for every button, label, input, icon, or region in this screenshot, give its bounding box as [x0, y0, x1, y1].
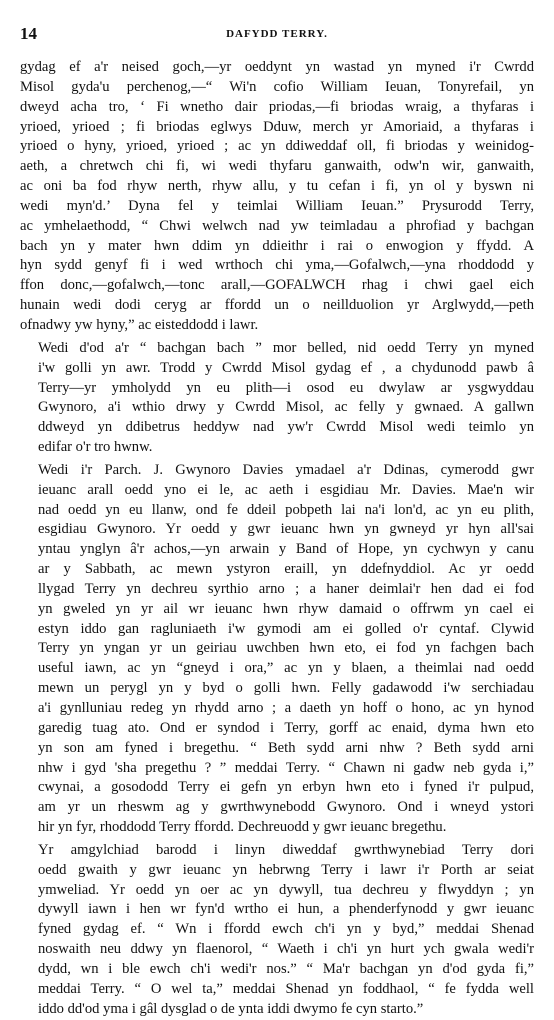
text-line: estyn iddo gan ragluniaeth i'w gymodi am ei golled o'r cyntaf. Clywid: [38, 620, 534, 637]
text-line: cwynai, a gosododd Terry ei gefn yn erbyn hwn eto i fyned i'r pulpud,: [38, 779, 534, 796]
text-line: iddo dd'od yma i gâl dysglad o de ynta iddi dwymo fe cyn starto.”: [38, 1000, 424, 1017]
text-line: yrioed, yrioed ; fi briodas eglwys Dduw, merch yr Amoriaid, a thyfaras i: [20, 118, 534, 135]
text-line: ac oni ba fod rhyw nerth, rhyw allu, y tu cefan i fi, yn ol y byswn ni: [20, 178, 534, 195]
running-title: DAFYDD TERRY.: [226, 28, 328, 40]
page-number: 14: [20, 24, 37, 43]
text-line: Terry yn yngan yr un geiriau uwchben hwn eto, ei fod yn fachgen bach: [38, 640, 534, 657]
text-line: Yr amgylchiad barodd i linyn diweddaf gwrthwynebiad Terry dori: [38, 841, 534, 858]
text-line: dywyll iawn i hen wr fyn'd wrtho ei hun, a phenderfynodd y gwr ieuanc: [38, 901, 534, 918]
text-line: hyn sydd genyf fi i wed wrthoch chi yma,—Gofalwch,—yna rhoddodd y: [20, 257, 534, 274]
text-line: gydag ef a'r neised goch,—yr oeddynt yn wastad yn myned i'r Cwrdd: [20, 59, 534, 75]
text-line: nad oedd yn eu llanw, ond fe ddeil pobpeth lai na'i lon'd, ac yn eu plith,: [38, 501, 534, 518]
body-text: [20, 58, 534, 1020]
text-line: useful iawn, ac yn “gneyd i ora,” ac yn y blaen, a theimlai nad oedd: [38, 660, 534, 677]
text-line: noswaith neu ddwy yn flaenorol, “ Waeth i ch'i yn hurt ych gwala wedi'r: [38, 941, 534, 958]
text-line: llygad Terry yn dechreu syrthio arno ; a haner deimlai'r hen dad ei fod: [38, 580, 534, 597]
text-line: oedd gwaith y gwr ieuanc yn hebrwng Terry i lawr i'r Porth ar seiat: [38, 861, 534, 878]
text-line: esgidiau Gwynoro. Yr oedd y gwr ieuanc hwn yn gwneyd yr hyn all'sai: [38, 521, 534, 538]
paragraph: [20, 461, 534, 838]
text-line: yn son am fyned i bregethu. “ Beth sydd arni nhw ? Beth sydd arni: [38, 739, 534, 756]
text-line: garedig tuag ato. Ond er syndod i Terry, gorff ac enaid, dyma hwn eto: [38, 719, 534, 736]
text-line: ac ymhelaethodd, “ Chwi welwch nad yw teimladau a phrofiad y bachgan: [20, 217, 534, 234]
text-line: bach yn y mater hwn ddim yn ddieithr i rai o enwogion y ffydd. A: [20, 237, 534, 254]
text-line: Misol gyda'u perchenog,—“ Wi'n cofio William Ieuan, Tonyrefail, yn: [20, 78, 534, 95]
text-line: fyned gydag ef. “ Wn i ffordd ewch ch'i yn y byd,” meddai Shenad: [38, 921, 534, 938]
text-line: yrioed o hyny, yrioed, yrioed ; ac yn ddiweddaf oll, fi briodas y weinidog-: [20, 138, 534, 155]
text-line: dweyd acha tro, ‘ Fi wnetho dair priodas,—fi briodas wraig, a thyfaras i: [20, 98, 534, 115]
text-line: mewn un perygl yn y byd o golli hwn. Felly gadawodd i'w serchiadau: [38, 680, 534, 697]
text-line: a'i gynlluniau redeg yn rhydd arno ; a daeth yn hoff o hono, ac yn hynod: [38, 700, 534, 716]
text-line: ofnadwy yw hyny,” ac eisteddodd i lawr.: [20, 316, 259, 333]
text-line: i'w golli yn awr. Trodd y Cwrdd Misol gydag ef , a chydunodd pawb â: [38, 359, 534, 376]
text-line: aeth, a chretwch chi fi, wi wedi thyfaru ganwaith, odw'n wir, ganwaith,: [20, 158, 534, 175]
paragraph: [20, 339, 534, 458]
text-line: Wedi i'r Parch. J. Gwynoro Davies ymadael a'r Ddinas, cymerodd gwr: [38, 461, 534, 478]
text-line: Wedi d'od a'r “ bachgan bach ” mor belled, nid oedd Terry yn myned: [38, 339, 534, 356]
text-line: ieuanc arall oedd yno ei le, ac aeth i esgidiau Mr. Davies. Mae'n wir: [38, 481, 534, 498]
text-line: meddai Terry. “ O wel ta,” meddai Shenad yn foddhaol, “ fe fydda well: [38, 980, 534, 997]
text-line: ar y Sabbath, ac mewn ystyron eraill, yn ddefnyddiol. Ac yr oedd: [38, 561, 534, 578]
text-line: yn gweled yn yr ail wr ieuanc hwn rhyw damaid o offrwm yn cael ei: [38, 600, 534, 617]
text-line: yntau ynglyn â'r achos,—yn arwain y Band of Hope, yn cychwyn y canu: [38, 541, 534, 558]
text-line: am yr un rheswm ag y gwrthwynebodd Gwynoro. Ond i wneyd ystori: [38, 799, 534, 816]
text-line: hunain wedi dodi ceryg ar ffordd un o neillduolion yr Arglwydd,—peth: [20, 297, 534, 314]
text-line: ffon donc,—gofalwch,—tonc arall,—GOFALWCH rhag i chwi gael eich: [20, 277, 534, 294]
paragraph: [20, 841, 534, 1020]
text-line: dydd, wn i ble ewch ch'i wedi'r nos.” “ Ma'r bachgan yn d'od gyda fi,”: [38, 960, 534, 977]
text-line: ddweyd yn ddibetrus heddyw nad yw'r Cwrdd Misol wedi teimlo yn: [38, 419, 534, 436]
text-line: Gwynoro, a'i wthio drwy y Cwrdd Misol, ac felly y gwnaed. A gallwn: [38, 399, 534, 416]
text-line: edifar o'r tro hwnw.: [38, 439, 153, 456]
text-line: ymweliad. Yr oedd yn oer ac yn dywyll, tua dechreu y flwyddyn ; yn: [38, 881, 534, 898]
text-line: wedi myn'd.’ Dyna fel y teimlai William Ieuan.” Prysurodd Terry,: [20, 197, 534, 214]
text-line: nhw i gyd 'sha pregethu ? ” meddai Terry. “ Chawn ni gadw neb gyda i,”: [38, 759, 534, 776]
text-line: hir yn fyr, rhoddodd Terry ffordd. Dechreuodd y gwr ieuanc bregethu.: [38, 819, 447, 836]
page-header: [20, 24, 534, 50]
paragraph: [20, 58, 534, 336]
text-line: Terry—yr ymholydd yn eu plith—i osod eu dwylaw ar ysgwyddau: [38, 379, 534, 396]
